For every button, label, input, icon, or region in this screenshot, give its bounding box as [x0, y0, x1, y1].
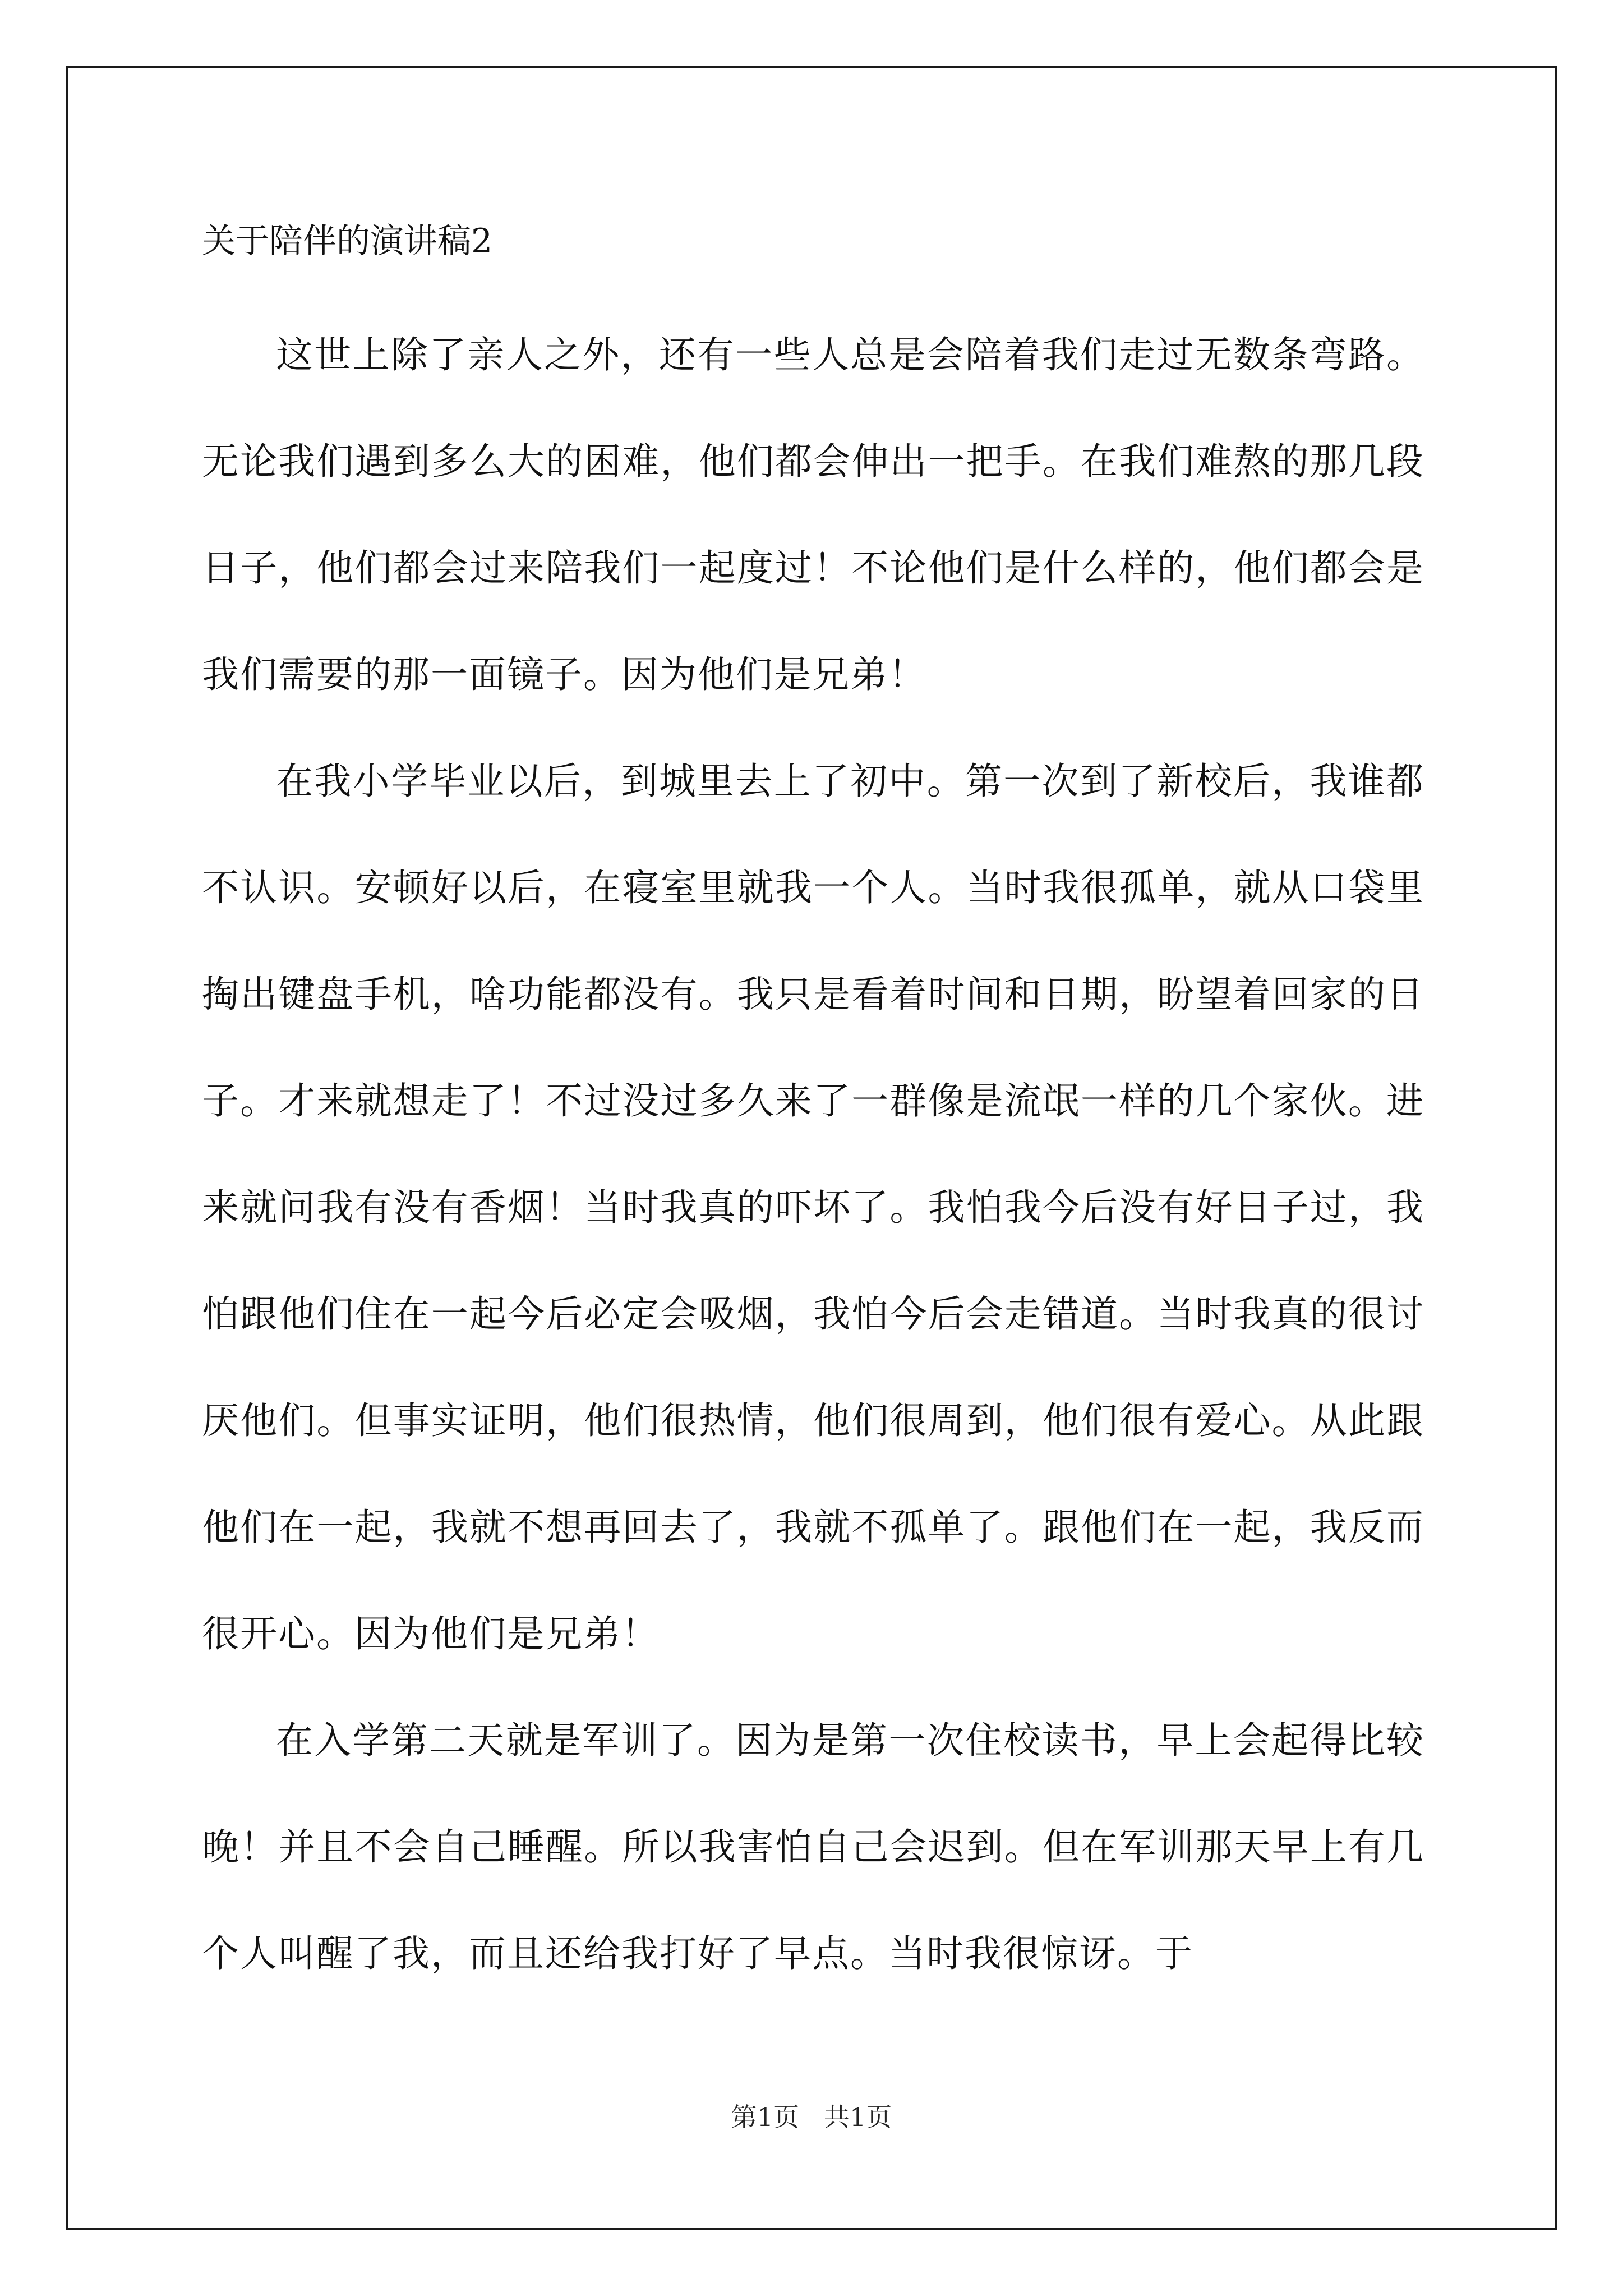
paragraph-2: 在我小学毕业以后，到城里去上了初中。第一次到了新校后，我谁都不认识。安顿好以后，在寝室里就我一个人。当时我很孤单，就从口袋里掏出键盘手机，啥功能都没有。我只是看着时间和日期，盼望着回家的日子。才来就想走了！不过没过多久来了一群像是流氓一样的几个家伙。进来就问我有没有香烟！当时我真的吓坏了。我怕我今后没有好日子过，我怕跟他们住在一起今后必定会吸烟，我怕今后会走错道。当时我真的很讨厌他们。但事实证明，他们很热情，他们很周到，他们很有爱心。从此跟他们在一起，我就不想再回去了，我就不孤单了。跟他们在一起，我反而很开心。因为他们是兄弟！: [202, 760, 1424, 1655]
document-title: 关于陪伴的演讲稿2: [202, 222, 493, 261]
page-total: 共1页: [823, 2102, 892, 2132]
document-body: [202, 224, 1424, 2007]
paragraph-3: 在入学第二天就是军训了。因为是第一次住校读书，早上会起得比较晚！并且不会自己睡醒。所以我害怕自己会迟到。但在军训那天早上有几个人叫醒了我，而且还给我打好了早点。当时我很惊讶。于: [202, 1719, 1424, 1975]
page-footer: [0, 2097, 1623, 2134]
page-number: 第1页: [731, 2102, 800, 2132]
paragraph-1: 这世上除了亲人之外，还有一些人总是会陪着我们走过无数条弯路。无论我们遇到多么大的困难，他们都会伸出一把手。在我们难熬的那几段日子，他们都会过来陪我们一起度过！不论他们是什么样的，他们都会是我们需要的那一面镜子。因为他们是兄弟！: [202, 333, 1424, 696]
